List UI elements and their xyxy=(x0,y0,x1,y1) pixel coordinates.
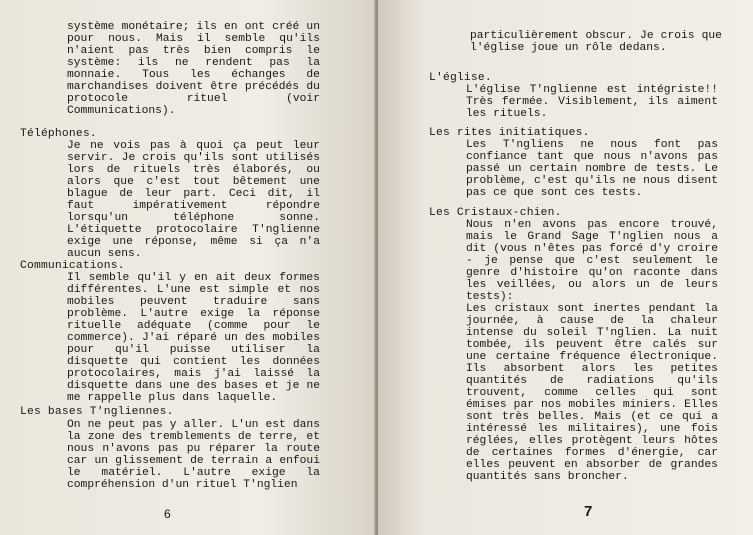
text-line: émises par nos mobiles miniers. Elles xyxy=(466,399,718,411)
text-line: disquette dans une des bases et je ne xyxy=(67,380,321,392)
text-line: Les T'ngliens ne nous font pas xyxy=(466,139,718,151)
text-line: intéressé les militaires), une fois xyxy=(466,423,718,435)
text-line: Il semble qu'il y en ait deux formes xyxy=(67,272,320,284)
text-line: exige une réponse, même si ça n'a xyxy=(67,236,320,248)
section-heading: L'église. xyxy=(429,72,492,84)
text-line: servir. Je crois qu'ils sont utilisés xyxy=(67,152,320,164)
text-line: problème. L'autre exige la réponse xyxy=(67,308,320,320)
text-line: alors que c'est tout bêtement une xyxy=(67,176,320,188)
text-line: blague de leur part. Ceci dit, il xyxy=(67,188,320,200)
text-line: dit (vous n'êtes pas forcé d'y croire xyxy=(466,243,718,255)
text-line: système: ils ne rendent pas la xyxy=(67,57,320,69)
left-page xyxy=(0,0,376,535)
text-line: pour qu'il puisse utiliser la xyxy=(67,344,320,356)
text-line: disquette qui contient les données xyxy=(67,356,320,368)
text-line: Les cristaux sont inertes pendant la xyxy=(466,303,718,315)
text-line: de certaines formes d'énergie, car xyxy=(466,447,718,459)
text-line: monnaie. Tous les échanges de xyxy=(67,69,320,81)
text-line: journée, à cause de la chaleur xyxy=(466,315,718,327)
page-number-right: 7 xyxy=(584,503,593,520)
text-line: aucun sens. xyxy=(67,248,142,260)
text-line: confiance tant que nous n'avons pas xyxy=(466,151,718,163)
right-page xyxy=(378,0,753,535)
text-line: car un glissement de terrain a enfoui xyxy=(67,455,320,467)
text-line: protocole rituel (voir xyxy=(67,93,320,105)
text-line: L'église T'nglienne est intégriste!! xyxy=(466,84,718,96)
text-line: lorsqu'un téléphone sonne. xyxy=(67,212,320,224)
section-heading: Les Cristaux-chien. xyxy=(429,207,562,219)
text-line: - je pense que c'est seulement le xyxy=(466,255,718,267)
text-line: Très fermée. Visiblement, ils aiment xyxy=(466,96,718,108)
text-line: elles peuvent en absorber de grandes xyxy=(466,459,718,471)
text-line: faut impérativement répondre xyxy=(67,200,320,212)
text-line: la zone des tremblements de terre, et xyxy=(67,431,320,443)
text-line: réglées, elles protègent leurs hôtes xyxy=(466,435,718,447)
text-line: tests): xyxy=(466,291,514,303)
text-line: On ne peut pas y aller. L'un est dans xyxy=(67,419,320,431)
text-line: Nous n'en avons pas encore trouvé, xyxy=(466,219,718,231)
text-line: quantités de radiations qu'ils xyxy=(466,375,718,387)
section-heading: Communications. xyxy=(20,260,125,272)
text-line: genre d'histoire qu'on raconte dans xyxy=(466,267,718,279)
text-line: particulièrement obscur. Je crois que xyxy=(470,30,722,42)
text-line: problème, c'est qu'ils ne nous disent xyxy=(466,175,718,187)
text-line: Je ne vois pas à quoi ça peut leur xyxy=(67,140,320,152)
text-line: n'aient pas très bien compris le xyxy=(67,45,320,57)
text-line: système monétaire; ils en ont créé un xyxy=(67,21,320,33)
section-heading: Les bases T'ngliennes. xyxy=(20,406,174,418)
text-line: marchandises doivent être précédés du xyxy=(67,81,320,93)
text-line: une certaine fréquence électronique. xyxy=(466,351,718,363)
text-line: mais le Grand Sage T'nglien nous a xyxy=(466,231,718,243)
text-line: tombée, ils peuvent être calés sur xyxy=(466,339,718,351)
text-line: pour nous. Mais il semble qu'ils xyxy=(67,33,320,45)
text-line: le matériel. L'autre exige la xyxy=(67,467,320,479)
text-line: passé un certain nombre de tests. Le xyxy=(466,163,718,175)
text-line: nous n'avons pas pu réparer la route xyxy=(67,443,320,455)
text-line: me rappelle plus dans laquelle. xyxy=(67,392,278,404)
text-line: l'église joue un rôle dedans. xyxy=(470,42,667,54)
text-line: trouvent, comme celles qui sont xyxy=(466,387,718,399)
text-line: intense du soleil T'nglien. La nuit xyxy=(466,327,718,339)
text-line: protocolaires, mais j'ai laissé la xyxy=(67,368,320,380)
text-line: sont très belles. Mais (et ce qui a xyxy=(466,411,718,423)
text-line: mobiles peuvent traduire sans xyxy=(67,296,320,308)
section-heading: Téléphones. xyxy=(20,128,97,140)
text-line: L'étiquette protocolaire T'nglienne xyxy=(67,224,320,236)
text-line: les rituels. xyxy=(466,108,548,120)
text-line: commerce). J'ai réparé un des mobiles xyxy=(67,332,320,344)
text-line: Communications). xyxy=(67,105,176,117)
section-heading: Les rites initiatiques. xyxy=(429,127,590,139)
text-line: compréhension d'un rituel T'nglien xyxy=(67,479,298,491)
text-line: rituelle adéquate (comme pour le xyxy=(67,320,320,332)
text-line: Ils absorbent alors les petites xyxy=(466,363,718,375)
text-line: différentes. L'une est simple et nos xyxy=(67,284,320,296)
page-number-left: 6 xyxy=(164,507,171,521)
text-line: quantités sans broncher. xyxy=(466,471,629,483)
text-line: pas ce que sont ces tests. xyxy=(466,187,643,199)
text-line: lors de rituels très élaborés, ou xyxy=(67,164,320,176)
text-line: les veillées, ou alors un de leurs xyxy=(466,279,718,291)
